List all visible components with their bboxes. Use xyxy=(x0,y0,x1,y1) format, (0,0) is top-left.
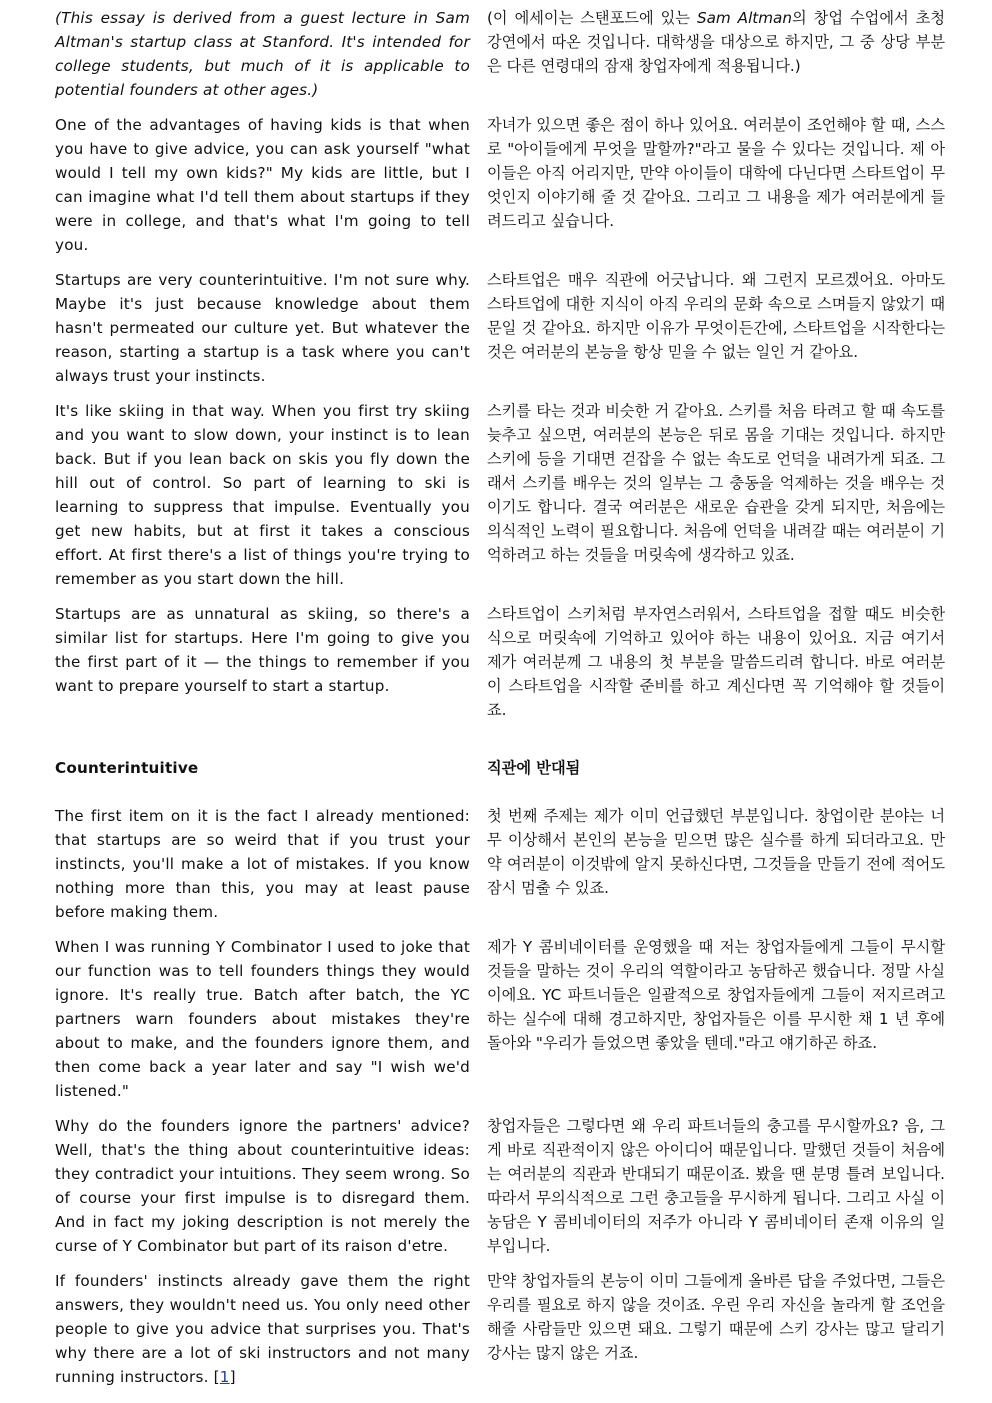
paragraph-row xyxy=(55,602,945,722)
paragraph-en: When I was running Y Combinator I used to joke that our function was to tell founders things they would ignore. It's really true. Batch after batch, the YC partners warn founders about mistakes they're about to make, and the founders ignore them, and then come back a year later and say "I wish we'd listened." xyxy=(55,938,470,1100)
paragraph-row xyxy=(55,1269,945,1389)
paragraph-row xyxy=(55,804,945,924)
bilingual-document xyxy=(55,6,945,1389)
intro-text-ko xyxy=(487,6,945,78)
paragraph-row xyxy=(55,935,945,1103)
paragraph-en: It's like skiing in that way. When you first try skiing and you want to slow down, your instinct is to lean back. But if you lean back on skis you fly down the hill out of control. So part of learning to ski is learning to suppress that impulse. Eventually you get new habits, but at first it takes a conscious effort. At first there's a list of things you're trying to remember as you start down the hill. xyxy=(55,402,470,588)
paragraph-ko: 제가 Y 콤비네이터를 운영했을 때 저는 창업자들에게 그들이 무시할 것들을 말하는 것이 우리의 역할이라고 농담하곤 했습니다. 정말 사실이에요. YC 파트너들은 일괄적으로 창업자들에게 그들이 저지르려고 하는 실수에 대해 경고하지만, 창업자들은 이를 무시한 채 1 년 후에 돌아와 "우리가 들었으면 좋았을 텐데."라고 얘기하곤 하죠. xyxy=(487,938,945,1052)
footnote-link[interactable]: 1 xyxy=(219,1368,230,1386)
intro-ko-name: Sam Altman xyxy=(696,9,792,27)
section-heading-ko: 직관에 반대됨 xyxy=(487,759,581,777)
paragraph-en: Startups are very counterintuitive. I'm not sure why. Maybe it's just because knowledge about them hasn't permeated our culture yet. But whatever the reason, starting a startup is a task where you can't always trust your instincts. xyxy=(55,271,470,385)
paragraph-row xyxy=(55,113,945,257)
intro-en xyxy=(55,6,470,102)
intro-text-en: (This essay is derived from a guest lecture in Sam Altman's startup class at Stanford. It's intended for college students, but much of it is applicable to potential founders at other ages.) xyxy=(55,9,470,99)
paragraph-en-text: If founders' instincts already gave them the right answers, they wouldn't need us. You only need other people to give you advice that surprises you. That's why there are a lot of ski instructors and not many running instructors. xyxy=(55,1272,470,1386)
paragraph-ko: 스키를 타는 것과 비슷한 거 같아요. 스키를 처음 타려고 할 때 속도를 늦추고 싶으면, 여러분의 본능은 뒤로 몸을 기대는 것입니다. 하지만 스키에 등을 기대면 걷잡을 수 없는 속도로 언덕을 내려가게 되죠. 그래서 스키를 배우는 것의 일부는 그 충동을 억제하는 것을 배우는 것이기도 합니다. 결국 여러분은 새로운 습관을 갖게 되지만, 처음에는 의식적인 노력이 필요합니다. 처음에 언덕을 내려갈 때는 여러분이 기억하려고 하는 것들을 머릿속에 생각하고 있죠. xyxy=(487,402,945,564)
paragraph-en: The first item on it is the fact I already mentioned: that startups are so weird that if you trust your instincts, you'll make a lot of mistakes. If you know nothing more than this, you may at least pause before making them. xyxy=(55,807,470,921)
paragraph-row xyxy=(55,1114,945,1258)
paragraph-en: Why do the founders ignore the partners' advice? Well, that's the thing about counterintuitive ideas: they contradict your intuitions. They seem wrong. So of course your first impulse is to disregard them. And in fact my joking description is not merely the curse of Y Combinator but part of its raison d'etre. xyxy=(55,1117,470,1255)
paragraph-en: If founders' instincts already gave them the right answers, they wouldn't need us. You only need other people to give you advice that surprises you. That's why there are a lot of ski instructors and not many running instructors. [1] xyxy=(55,1272,470,1386)
paragraph-ko: 만약 창업자들의 본능이 이미 그들에게 올바른 답을 주었다면, 그들은 우리를 필요로 하지 않을 것이죠. 우린 우리 자신을 놀라게 할 조언을 해줄 사람들만 있으면 돼요. 그렇기 때문에 스키 강사는 많고 달리기 강사는 많지 않은 거죠. xyxy=(487,1272,945,1362)
intro-ko-before: (이 에세이는 스탠포드에 있는 xyxy=(487,9,697,27)
paragraph-ko: 첫 번째 주제는 제가 이미 언급했던 부분입니다. 창업이란 분야는 너무 이상해서 본인의 본능을 믿으면 많은 실수를 하게 되더라고요. 만약 여러분이 이것밖에 알지 못하신다면, 그것들을 만들기 전에 적어도 잠시 멈출 수 있죠. xyxy=(487,807,945,897)
paragraph-en: One of the advantages of having kids is that when you have to give advice, you can ask yourself "what would I tell my own kids?" My kids are little, but I can imagine what I'd tell them about startups if they were in college, and that's what I'm going to tell you. xyxy=(55,116,470,254)
paragraph-en: Startups are as unnatural as skiing, so there's a similar list for startups. Here I'm going to give you the first part of it — the things to remember if you want to prepare yourself to start a startup. xyxy=(55,605,470,695)
paragraph-ko: 창업자들은 그렇다면 왜 우리 파트너들의 충고를 무시할까요? 음, 그게 바로 직관적이지 않은 아이디어 때문입니다. 말했던 것들이 처음에는 여러분의 직관과 반대되기 때문이죠. 봤을 땐 분명 틀려 보입니다. 따라서 무의식적으로 그런 충고들을 무시하게 됩니다. 그리고 사실 이 농담은 Y 콤비네이터의 저주가 아니라 Y 콤비네이터 존재 이유의 일부입니다. xyxy=(487,1117,945,1255)
paragraph-row xyxy=(55,399,945,591)
section-heading-en: Counterintuitive xyxy=(55,759,199,777)
paragraph-row xyxy=(55,268,945,388)
paragraph-ko: 자녀가 있으면 좋은 점이 하나 있어요. 여러분이 조언해야 할 때, 스스로 "아이들에게 무엇을 말할까?"라고 물을 수 있다는 것입니다. 제 아이들은 아직 어리지만, 만약 아이들이 대학에 다닌다면 스타트업이 무엇인지 이야기해 줄 것 같아요. 그리고 그 내용을 제가 여러분에게 들려드리고 싶습니다. xyxy=(487,116,945,230)
intro-ko xyxy=(487,6,945,78)
intro-row xyxy=(55,6,945,102)
section-heading-row xyxy=(55,756,945,780)
intro-ko-after: 의 창업 수업에서 초청 강연에서 따온 것입니다. 대학생을 대상으로 하지만, 그 중 상당 부분은 다른 연령대의 잠재 창업자에게 적용됩니다.) xyxy=(487,9,945,75)
paragraph-ko: 스타트업은 매우 직관에 어긋납니다. 왜 그런지 모르겠어요. 아마도 스타트업에 대한 지식이 아직 우리의 문화 속으로 스며들지 않았기 때문일 것 같아요. 하지만 이유가 무엇이든간에, 스타트업을 시작한다는 것은 여러분의 본능을 항상 믿을 수 없는 일인 거 같아요. xyxy=(487,271,945,361)
paragraph-ko: 스타트업이 스키처럼 부자연스러워서, 스타트업을 접할 때도 비슷한 식으로 머릿속에 기억하고 있어야 하는 내용이 있어요. 지금 여기서 제가 여러분께 그 내용의 첫 부분을 말씀드리려 합니다. 바로 여러분이 스타트업을 시작할 준비를 하고 계신다면 꼭 기억해야 할 것들이죠. xyxy=(487,605,945,719)
